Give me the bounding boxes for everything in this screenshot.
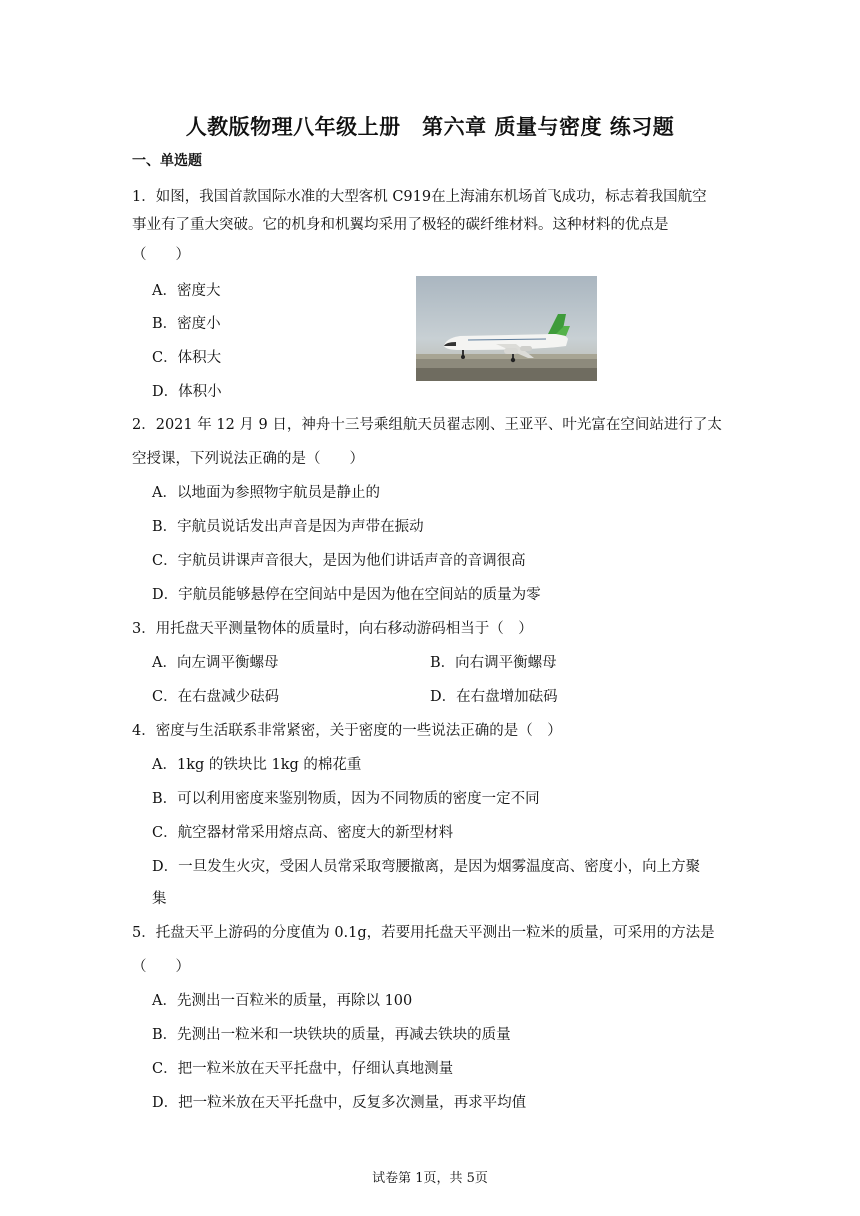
question-2-line-1: 2．2021 年 12 月 9 日，神舟十三号乘组航天员翟志刚、王亚平、叶光富在空间站进行了太	[132, 417, 722, 433]
question-3-option-c: C．在右盘减少砝码	[152, 689, 280, 705]
question-5-option-a: A．先测出一百粒米的质量，再除以 100	[152, 993, 413, 1009]
question-4-option-b: B．可以利用密度来鉴别物质，因为不同物质的密度一定不同	[152, 791, 540, 807]
question-1-option-d: D．体积小	[152, 384, 222, 400]
question-1-option-c: C．体积大	[152, 350, 222, 366]
question-4-line-1: 4．密度与生活联系非常紧密，关于密度的一些说法正确的是（ ）	[132, 723, 562, 739]
question-3-line-1: 3．用托盘天平测量物体的质量时，向右移动游码相当于（ ）	[132, 621, 533, 637]
question-3-option-d: D．在右盘增加砝码	[430, 689, 558, 705]
question-4-option-a: A．1kg 的铁块比 1kg 的棉花重	[152, 757, 362, 773]
question-1-line-3: （ ）	[132, 247, 190, 263]
question-5-option-c: C．把一粒米放在天平托盘中，仔细认真地测量	[152, 1061, 454, 1077]
question-5-option-d: D．把一粒米放在天平托盘中，反复多次测量，再求平均值	[152, 1095, 527, 1111]
question-2-option-d: D．宇航员能够悬停在空间站中是因为他在空间站的质量为零	[152, 587, 541, 603]
question-4-option-d-continued: 集	[152, 891, 167, 907]
question-1-line-1: 1．如图，我国首款国际水准的大型客机 C919在上海浦东机场首飞成功，标志着我国航空	[132, 189, 707, 205]
question-2-line-2: 空授课，下列说法正确的是（ ）	[132, 451, 364, 467]
question-4-option-c: C．航空器材常采用熔点高、密度大的新型材料	[152, 825, 454, 841]
question-3-option-a: A．向左调平衡螺母	[152, 655, 279, 671]
question-4-option-d: D．一旦发生火灾，受困人员常采取弯腰撤离，是因为烟雾温度高、密度小，向上方聚	[152, 859, 701, 875]
question-2-option-b: B．宇航员说话发出声音是因为声带在振动	[152, 519, 424, 535]
question-1-line-2: 事业有了重大突破。它的机身和机翼均采用了极轻的碳纤维材料。这种材料的优点是	[132, 217, 669, 233]
question-1-option-a: A．密度大	[152, 283, 221, 299]
question-3-option-b: B．向右调平衡螺母	[430, 655, 557, 671]
question-2-option-c: C．宇航员讲课声音很大，是因为他们讲话声音的音调很高	[152, 553, 526, 569]
question-2-option-a: A．以地面为参照物宇航员是静止的	[152, 485, 380, 501]
section-heading: 一、单选题	[132, 153, 202, 169]
page-title: 人教版物理八年级上册 第六章 质量与密度 练习题	[185, 115, 675, 139]
question-5-line-1: 5．托盘天平上游码的分度值为 0.1g，若要用托盘天平测出一粒米的质量，可采用的方法是	[132, 925, 715, 941]
c919-airplane-photo	[416, 276, 597, 381]
question-5-line-2: （ ）	[132, 959, 190, 975]
question-5-option-b: B．先测出一粒米和一块铁块的质量，再减去铁块的质量	[152, 1027, 511, 1043]
page-footer: 试卷第 1页，共 5页	[372, 1171, 488, 1186]
question-1-option-b: B．密度小	[152, 316, 221, 332]
